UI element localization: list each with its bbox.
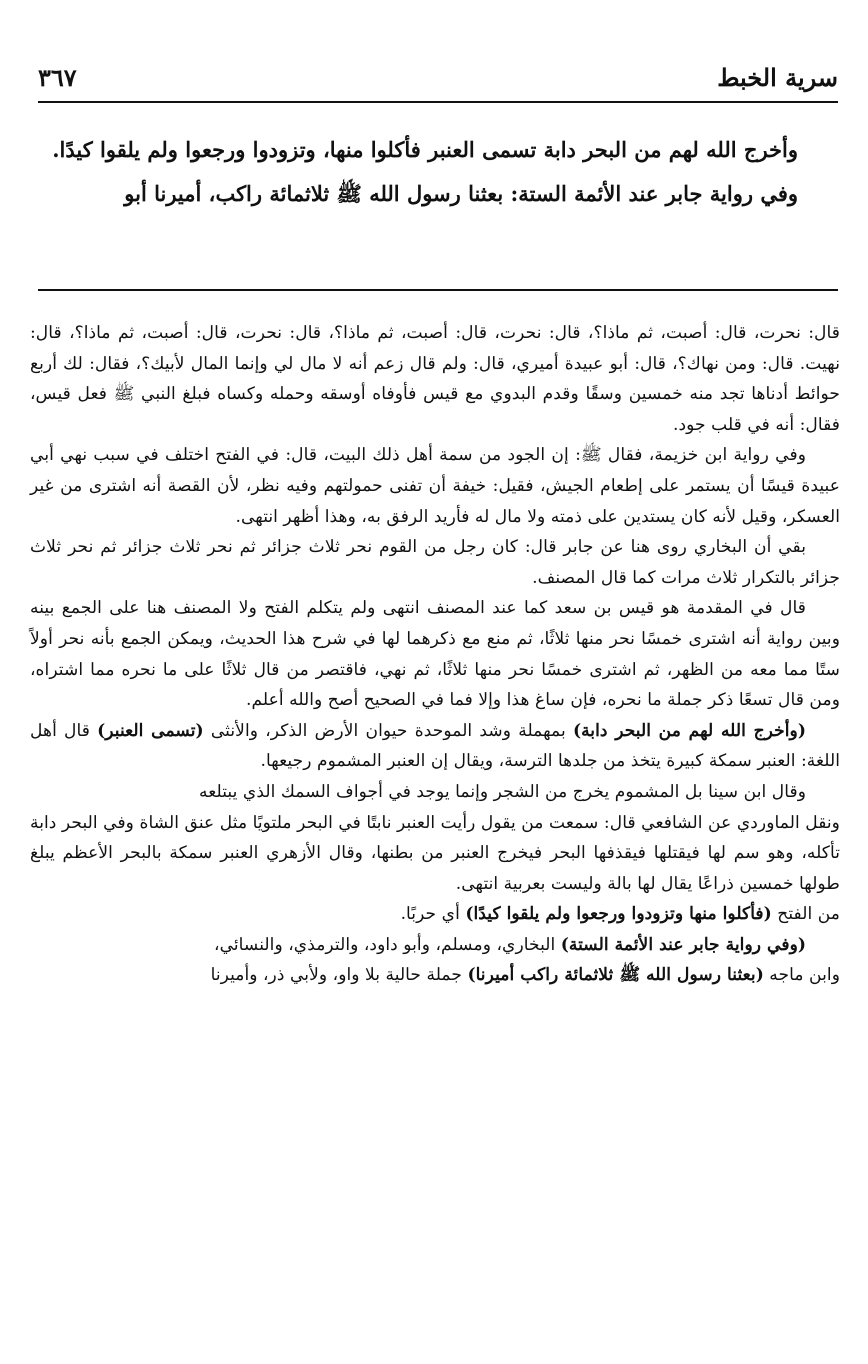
page-number: ٣٦٧ <box>38 62 77 92</box>
commentary-paragraph: ونقل الماوردي عن الشافعي قال: سمعت من يقول رأيت العنبر نابتًا في البحر ملتويًا مثل عنق الشاة وفي البحر دابة تأكله، وهو سم لها فيقتلها فيقذفها البحر فيخرج العنبر من بطنها، وقال الأزهري العنبر سمكة بالبحر الأعظم يبلغ طولها خمسين ذراعًا يقال لها بالة وليست بعربية انتهى. <box>30 812 840 894</box>
commentary-separator <box>38 289 838 291</box>
commentary-paragraph <box>30 899 840 930</box>
header-rule <box>38 101 838 103</box>
quoted-phrase: (فأكلوا منها وتزودوا ورجعوا ولم يلقوا كيدًا) <box>465 904 772 925</box>
quoted-phrase: (وفي رواية جابر عند الأئمة الستة) <box>560 934 806 955</box>
main-text-paragraph: وفي رواية جابر عند الأئمة الستة: بعثنا رسول الله ﷺ ثلاثمائة راكب، أميرنا أبو <box>124 181 798 206</box>
commentary-text-run: من الفتح <box>771 904 840 925</box>
commentary-paragraph <box>30 930 840 961</box>
commentary-paragraph: وقال ابن سينا بل المشموم يخرج من الشجر وإنما يوجد في أجواف السمك الذي يبتلعه <box>199 781 806 802</box>
commentary-paragraph: بقي أن البخاري روى هنا عن جابر قال: كان رجل من القوم نحر ثلاث جزائر ثم نحر ثلاث جزائر ثم نحر ثلاث جزائر بالتكرار ثلاث مرات كما قال المصنف. <box>30 537 840 588</box>
commentary-paragraph: قال: نحرت، قال: أصبت، ثم ماذا؟، قال: نحرت، قال: أصبت، ثم ماذا؟، قال: نحرت، قال: أصبت، ثم ماذا؟، قال: نهيت. قال: ومن نهاك؟، قال: أبو عبيدة أميري، قال: ولم قال زعم أنه لا مال لي وإنما المال لأبيك؟، فقال: لك أربع حوائط أدناها تجد منه خمسين وسقًا وقدم البدوي مع قيس فأوفاه أوسقه وحمله وكساه فبلغ النبي ﷺ فعل قيس، فقال: أنه في قلب جود. <box>30 323 840 435</box>
commentary-text-run: جملة حالية بلا واو، ولأبي ذر، وأميرنا <box>210 965 468 986</box>
quoted-phrase: (وأخرج الله لهم من البحر دابة) <box>572 720 806 741</box>
commentary-text-run: قال أهل اللغة: العنبر سمكة كبيرة يتخذ من جلدها الترسة، ويقال إن العنبر المشموم رجيعها. <box>30 720 840 772</box>
commentary-paragraph: وفي رواية ابن خزيمة، فقال ﷺ: إن الجود من سمة أهل ذلك البيت، قال: في الفتح اختلف في سبب نهي أبي عبيدة قيسًا أن يستمر على إطعام الجيش، فقيل: خيفة أن تفنى حمولتهم وفيه نظر، لأن القصة أنه اشترى من غير العسكر، وقيل لأنه كان يستدين على ذمته ولا مال له فأريد الرفق به، وهذا أظهر انتهى. <box>30 445 840 527</box>
commentary-paragraph <box>30 960 840 991</box>
main-text-paragraph: وأخرج الله لهم من البحر دابة تسمى العنبر فأكلوا منها، وتزودوا ورجعوا ولم يلقوا كيدًا. <box>52 137 798 162</box>
main-text <box>38 128 838 216</box>
quoted-phrase: (تسمى العنبر) <box>97 720 204 741</box>
commentary-text-run: البخاري، ومسلم، وأبو داود، والترمذي، والنسائي، <box>214 934 561 955</box>
quoted-phrase: (بعثنا رسول الله ﷺ ثلاثمائة راكب أميرنا) <box>467 965 764 986</box>
commentary-text <box>30 318 840 991</box>
commentary-text-run: أي حربًا. <box>400 904 466 925</box>
commentary-text-run: وابن ماجه <box>763 965 840 986</box>
page-header <box>38 58 838 96</box>
commentary-paragraph: قال في المقدمة هو قيس بن سعد كما عند المصنف انتهى ولم يتكلم الفتح ولا المصنف هنا على الجمع بينه وبين رواية أنه اشترى خمسًا نحر منها ثلاثًا، ثم منع مع ذكرهما لها في شرح هذا الحديث، ويمكن الجمع بأنه نحر أولاً ستًا مما معه من الظهر، ثم اشترى خمسًا نحر منها ثلاثًا، ثم نهي، فاقتصر من قال ثلاثًا على ما نحره مما اشتراه، ومن قال تسعًا ذكر جملة ما نحره، فإن ساغ هذا وإلا فما في الصحيح أصح والله أعلم. <box>30 598 840 711</box>
commentary-paragraph <box>30 716 840 777</box>
commentary-text-run: بمهملة وشد الموحدة حيوان الأرض الذكر، والأنثى <box>203 720 573 741</box>
running-title: سرية الخبط <box>717 62 838 92</box>
